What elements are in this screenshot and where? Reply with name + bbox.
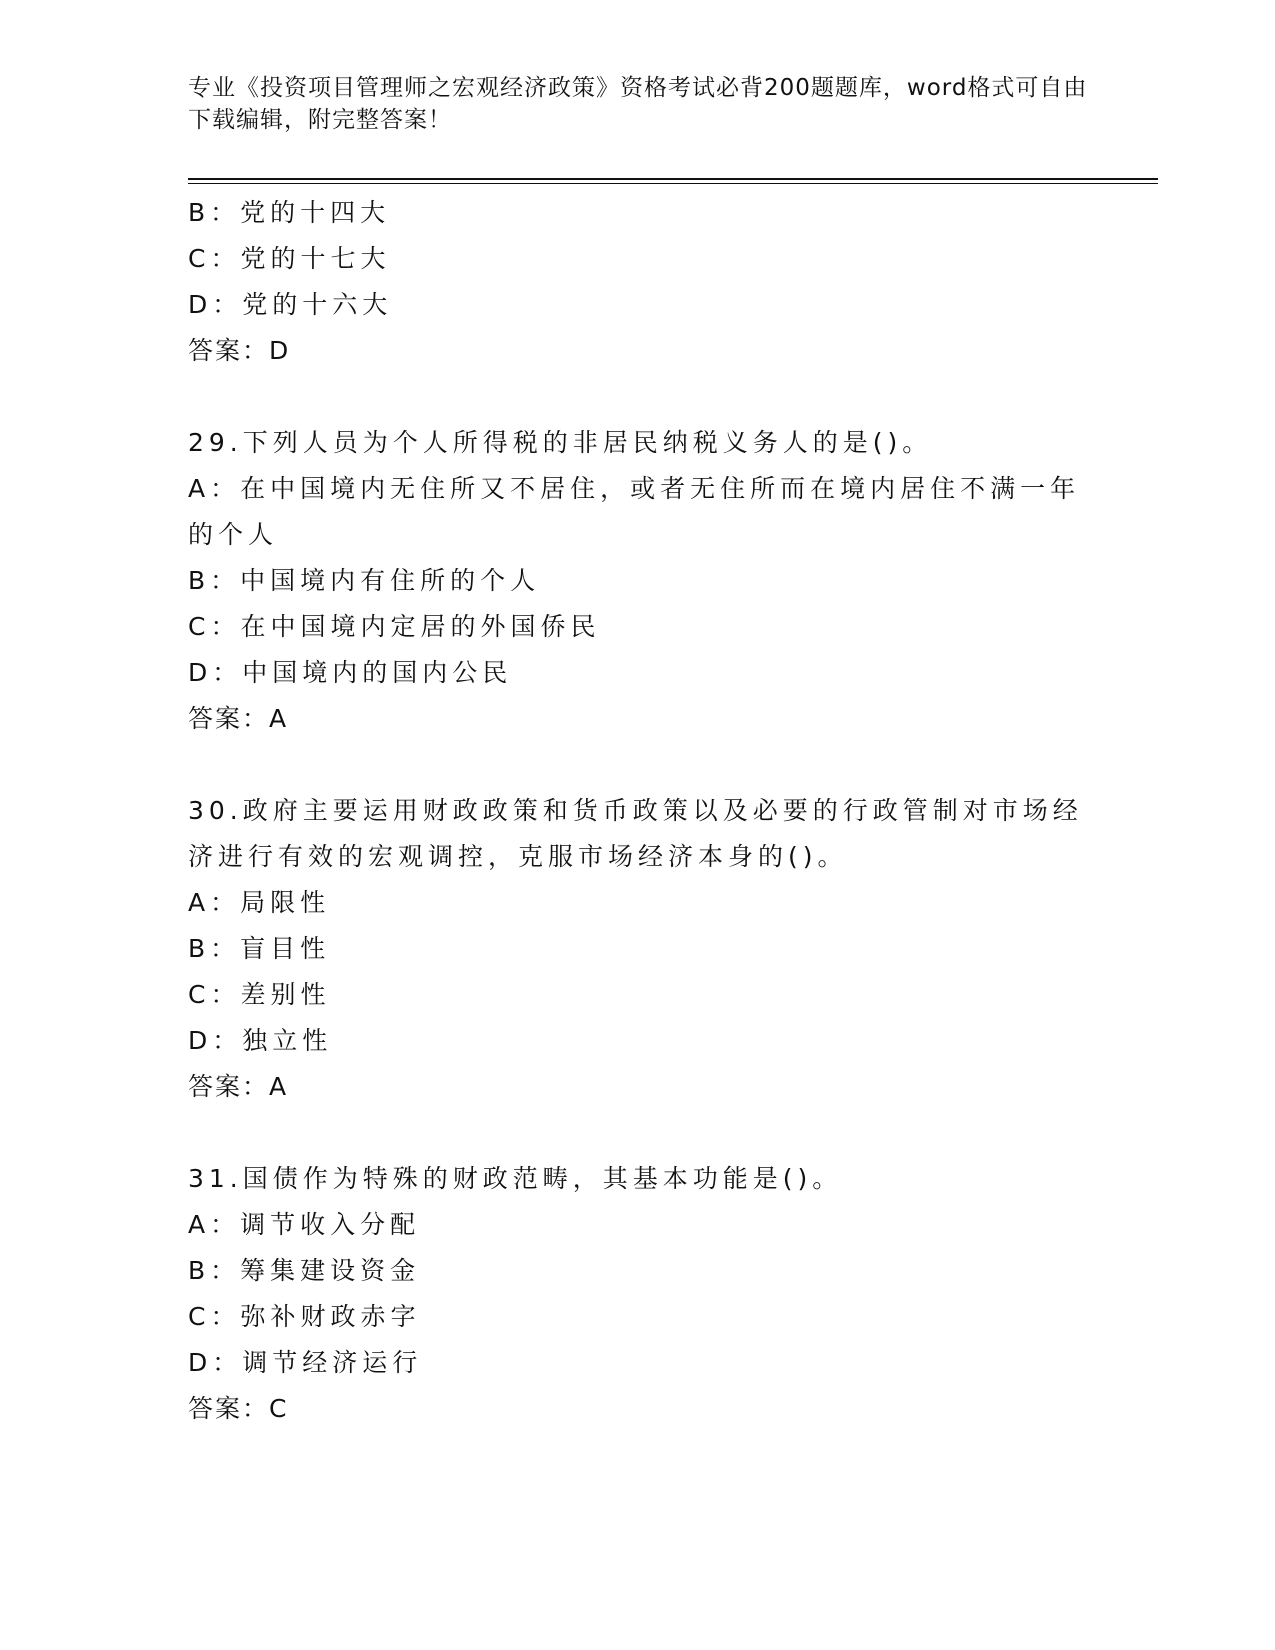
answer: 答案：D xyxy=(188,336,291,365)
option-b: B：筹集建设资金 xyxy=(188,1256,421,1285)
option-a: A：在中国境内无住所又不居住，或者无住所而在境内居住不满一年的个人 xyxy=(188,474,1081,549)
document-header: 专业《投资项目管理师之宏观经济政策》资格考试必背200题题库，word格式可自由下载编辑，附完整答案！ xyxy=(188,75,1088,133)
question-stem: 29.下列人员为个人所得税的非居民纳税义务人的是()。 xyxy=(188,428,933,457)
option-d: D：调节经济运行 xyxy=(188,1348,423,1377)
option-d: D：独立性 xyxy=(188,1026,333,1055)
header-rule-thick xyxy=(188,178,1158,180)
answer: 答案：A xyxy=(188,1072,289,1101)
question-31 xyxy=(188,1156,1088,1432)
option-b: B：中国境内有住所的个人 xyxy=(188,566,541,595)
option-d: D：中国境内的国内公民 xyxy=(188,658,513,687)
answer: 答案：A xyxy=(188,704,289,733)
option-c: C：在中国境内定居的外国侨民 xyxy=(188,612,601,641)
option-b: B：党的十四大 xyxy=(188,198,391,227)
question-29 xyxy=(188,420,1088,742)
question-28-tail xyxy=(188,190,1088,374)
question-list xyxy=(188,190,1088,1432)
question-30 xyxy=(188,788,1088,1110)
header-rule-thin xyxy=(188,183,1158,184)
option-a: A：局限性 xyxy=(188,888,331,917)
option-c: C：差别性 xyxy=(188,980,331,1009)
question-stem: 30.政府主要运用财政政策和货币政策以及必要的行政管制对市场经济进行有效的宏观调控，克服市场经济本身的()。 xyxy=(188,796,1083,871)
option-d: D：党的十六大 xyxy=(188,290,393,319)
answer: 答案：C xyxy=(188,1394,289,1423)
option-c: C：弥补财政赤字 xyxy=(188,1302,421,1331)
option-c: C：党的十七大 xyxy=(188,244,391,273)
question-stem: 31.国债作为特殊的财政范畴，其基本功能是()。 xyxy=(188,1164,843,1193)
option-a: A：调节收入分配 xyxy=(188,1210,421,1239)
option-b: B：盲目性 xyxy=(188,934,331,963)
